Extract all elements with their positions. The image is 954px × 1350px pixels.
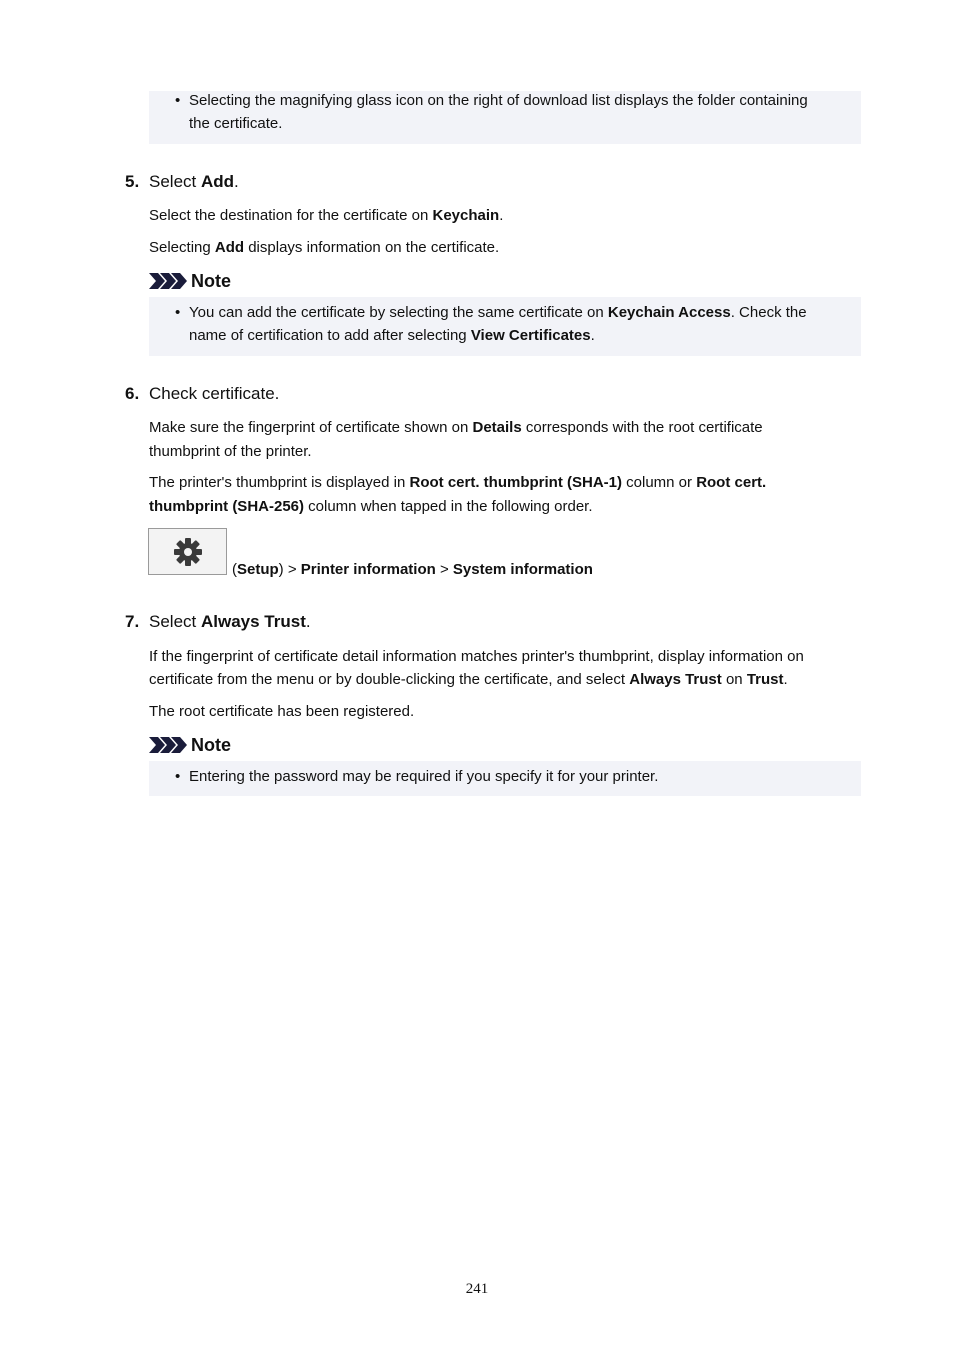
step-7-note-label: Note [191, 734, 231, 755]
step-5-title: Select Add. [149, 172, 239, 191]
triple-chevron-icon [149, 273, 187, 289]
step-5-note-line-1: You can add the certificate by selecting the same certificate on Keychain Access. Check the [189, 304, 807, 321]
step-5-note-line-2: name of certification to add after selecting View Certificates. [189, 327, 595, 344]
top-note-line-1: Selecting the magnifying glass icon on the right of download list displays the folder containing [189, 92, 808, 109]
step-5-note-heading [149, 270, 231, 292]
top-note-bullet: • [175, 92, 181, 109]
step-7-paragraph-2: The root certificate has been registered. [149, 703, 415, 720]
step-6-paragraph-2-line-2: thumbprint (SHA-256) column when tapped in the following order. [149, 498, 593, 515]
step-6-paragraph-1-line-1: Make sure the fingerprint of certificate shown on Details corresponds with the root certificate [149, 419, 763, 436]
gear-icon [173, 537, 203, 567]
step-5-number: 5. [125, 172, 140, 191]
step-6-paragraph-2-line-1: The printer's thumbprint is displayed in Root cert. thumbprint (SHA-1) column or Root cert. [149, 474, 767, 491]
step-7-paragraph-1-line-1: If the fingerprint of certificate detail information matches printer's thumbprint, display information on [149, 648, 804, 665]
page-number: 241 [465, 1281, 489, 1297]
step-5-paragraph-2: Selecting Add displays information on the certificate. [149, 239, 500, 256]
setup-button-image [148, 528, 227, 575]
step-7-paragraph-1-line-2: certificate from the menu or by double-clicking the certificate, and select Always Trust on Trust. [149, 671, 788, 688]
step-5-note-bullet: • [175, 304, 181, 321]
step-6-number: 6. [125, 384, 140, 403]
step-5-note-label: Note [191, 270, 231, 291]
step-6-paragraph-1-line-2: thumbprint of the printer. [149, 443, 312, 460]
step-5-paragraph-1: Select the destination for the certificate on Keychain. [149, 207, 504, 224]
step-7-number: 7. [125, 612, 140, 631]
setup-navigation-path: (Setup) > Printer information > System information [232, 561, 593, 578]
step-6-title: Check certificate. [149, 384, 280, 403]
step-7-title: Select Always Trust. [149, 612, 311, 631]
step-7-note-heading [149, 734, 231, 756]
triple-chevron-icon [149, 737, 187, 753]
top-note-line-2: the certificate. [189, 115, 283, 132]
step-7-note-line-1: Entering the password may be required if you specify it for your printer. [189, 768, 659, 785]
step-7-note-bullet: • [175, 768, 181, 785]
